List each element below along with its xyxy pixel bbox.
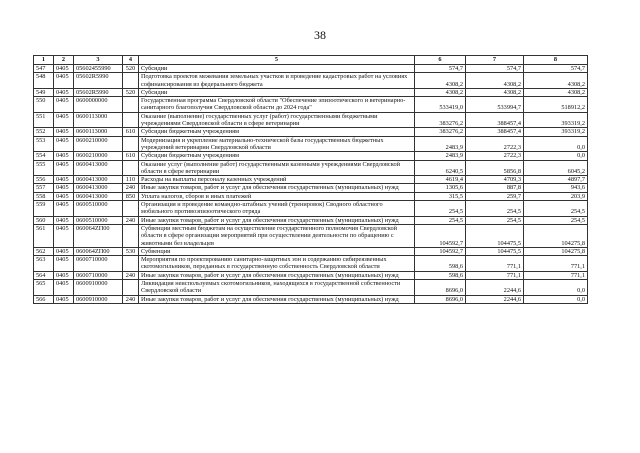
amount-2022-cell: 315,5 <box>415 192 466 200</box>
section-code-cell: 0405 <box>54 152 74 160</box>
table-row <box>34 216 588 224</box>
description-cell: Расходы на выплаты персоналу казенных учреждений <box>139 176 415 184</box>
expense-type-cell <box>123 160 139 176</box>
header-cell: 1 <box>34 56 54 65</box>
description-cell: Мероприятия по проектированию санитарно-защитных зон и содержанию сибиреязвенных скотомогильников, переданных в государственную собственность Свердловской области <box>139 256 415 272</box>
amount-2024-cell: 771,1 <box>524 256 588 272</box>
amount-2023-cell: 2722,3 <box>466 152 524 160</box>
row-number-cell: 554 <box>34 152 54 160</box>
header-cell: 2 <box>54 56 74 65</box>
row-number-cell: 548 <box>34 73 54 89</box>
description-cell: Субсидии <box>139 65 415 73</box>
expense-type-cell: 610 <box>123 152 139 160</box>
expense-type-cell <box>123 256 139 272</box>
table-row <box>34 136 588 152</box>
amount-2022-cell: 2483,9 <box>415 152 466 160</box>
amount-2024-cell: 4897,7 <box>524 176 588 184</box>
description-cell: Государственная программа Свердловской области "Обеспечение эпизоотического и ветеринарно-санитарного благополучия Свердловской области до 2024 года" <box>139 97 415 113</box>
budget-table <box>33 55 588 304</box>
expense-type-cell <box>123 224 139 247</box>
amount-2024-cell: 0,0 <box>524 280 588 296</box>
amount-2024-cell: 6045,2 <box>524 160 588 176</box>
expense-type-cell <box>123 280 139 296</box>
amount-2024-cell: 0,0 <box>524 152 588 160</box>
amount-2023-cell: 4308,2 <box>466 73 524 89</box>
amount-2024-cell: 4308,2 <box>524 73 588 89</box>
amount-2022-cell: 2483,9 <box>415 136 466 152</box>
amount-2022-cell: 8696,0 <box>415 295 466 303</box>
table-row <box>34 201 588 217</box>
expense-type-cell <box>123 136 139 152</box>
section-code-cell: 0405 <box>54 176 74 184</box>
target-article-cell: 0600000000 <box>74 97 123 113</box>
amount-2023-cell: 574,7 <box>466 65 524 73</box>
amount-2024-cell: 771,1 <box>524 271 588 279</box>
row-number-cell: 558 <box>34 192 54 200</box>
description-cell: Иные закупки товаров, работ и услуг для обеспечения государственных (муниципальных) нужд <box>139 184 415 192</box>
description-cell: Модернизация и укрепление материально-технической базы государственных бюджетных учреждений ветеринарии Свердловской области <box>139 136 415 152</box>
table-row <box>34 224 588 247</box>
row-number-cell: 553 <box>34 136 54 152</box>
amount-2024-cell: 393319,2 <box>524 112 588 128</box>
table-body <box>34 65 588 304</box>
amount-2022-cell: 533419,0 <box>415 97 466 113</box>
target-article-cell: 0600710000 <box>74 271 123 279</box>
expense-type-cell: 520 <box>123 65 139 73</box>
target-article-cell: 0600413000 <box>74 192 123 200</box>
amount-2022-cell: 4308,2 <box>415 88 466 96</box>
expense-type-cell <box>123 112 139 128</box>
amount-2023-cell: 533994,7 <box>466 97 524 113</box>
amount-2024-cell: 0,0 <box>524 136 588 152</box>
header-cell: 7 <box>466 56 524 65</box>
amount-2023-cell: 771,1 <box>466 256 524 272</box>
description-cell: Субвенции <box>139 247 415 255</box>
description-cell: Оказание услуг (выполнение работ) государственными казенными учреждениями Свердловской области в сфере ветеринарии <box>139 160 415 176</box>
amount-2023-cell: 4308,2 <box>466 88 524 96</box>
table-row <box>34 112 588 128</box>
header-cell: 4 <box>123 56 139 65</box>
description-cell: Ликвидация неиспользуемых скотомогильников, находящихся в государственной собственности Свердловской области <box>139 280 415 296</box>
amount-2024-cell: 518912,2 <box>524 97 588 113</box>
amount-2024-cell: 203,9 <box>524 192 588 200</box>
header-cell: 8 <box>524 56 588 65</box>
amount-2023-cell: 2244,6 <box>466 295 524 303</box>
header-cell: 3 <box>74 56 123 65</box>
amount-2024-cell: 943,6 <box>524 184 588 192</box>
section-code-cell: 0405 <box>54 280 74 296</box>
target-article-cell: 0600510000 <box>74 216 123 224</box>
section-code-cell: 0405 <box>54 136 74 152</box>
row-number-cell: 561 <box>34 224 54 247</box>
description-cell: Иные закупки товаров, работ и услуг для обеспечения государственных (муниципальных) нужд <box>139 216 415 224</box>
amount-2024-cell: 574,7 <box>524 65 588 73</box>
header-cell: 5 <box>139 56 415 65</box>
amount-2022-cell: 1305,6 <box>415 184 466 192</box>
target-article-cell: 0600413000 <box>74 160 123 176</box>
section-code-cell: 0405 <box>54 128 74 136</box>
target-article-cell: 0600510000 <box>74 201 123 217</box>
amount-2024-cell: 393319,2 <box>524 128 588 136</box>
section-code-cell: 0405 <box>54 88 74 96</box>
amount-2022-cell: 574,7 <box>415 65 466 73</box>
amount-2024-cell: 254,5 <box>524 216 588 224</box>
amount-2022-cell: 4619,4 <box>415 176 466 184</box>
expense-type-cell: 240 <box>123 271 139 279</box>
table-row <box>34 152 588 160</box>
table-row <box>34 192 588 200</box>
expense-type-cell <box>123 97 139 113</box>
table-row <box>34 295 588 303</box>
row-number-cell: 555 <box>34 160 54 176</box>
target-article-cell: 060064ZП00 <box>74 224 123 247</box>
row-number-cell: 547 <box>34 65 54 73</box>
section-code-cell: 0405 <box>54 112 74 128</box>
amount-2023-cell: 254,5 <box>466 216 524 224</box>
amount-2023-cell: 254,5 <box>466 201 524 217</box>
amount-2022-cell: 104592,7 <box>415 247 466 255</box>
amount-2023-cell: 259,7 <box>466 192 524 200</box>
amount-2023-cell: 388457,4 <box>466 112 524 128</box>
expense-type-cell: 850 <box>123 192 139 200</box>
expense-type-cell: 610 <box>123 128 139 136</box>
amount-2023-cell: 4709,3 <box>466 176 524 184</box>
table-header-row <box>34 56 588 65</box>
amount-2023-cell: 2722,3 <box>466 136 524 152</box>
row-number-cell: 556 <box>34 176 54 184</box>
target-article-cell: 0600210000 <box>74 136 123 152</box>
amount-2022-cell: 254,5 <box>415 216 466 224</box>
row-number-cell: 564 <box>34 271 54 279</box>
table-row <box>34 65 588 73</box>
amount-2024-cell: 0,0 <box>524 295 588 303</box>
target-article-cell: 0600113000 <box>74 128 123 136</box>
target-article-cell: 0600210000 <box>74 152 123 160</box>
amount-2022-cell: 4308,2 <box>415 73 466 89</box>
target-article-cell: 0600413000 <box>74 176 123 184</box>
target-article-cell: 0600413000 <box>74 184 123 192</box>
description-cell: Субвенции местным бюджетам на осуществление государственного полномочия Свердловской области в сфере организации мероприятий при осуществлении деятельности по обращению с животными без владельцев <box>139 224 415 247</box>
amount-2024-cell: 4308,2 <box>524 88 588 96</box>
expense-type-cell: 240 <box>123 184 139 192</box>
target-article-cell: 0600910000 <box>74 280 123 296</box>
amount-2022-cell: 254,5 <box>415 201 466 217</box>
table-row <box>34 280 588 296</box>
amount-2024-cell: 254,5 <box>524 201 588 217</box>
row-number-cell: 563 <box>34 256 54 272</box>
expense-type-cell: 240 <box>123 216 139 224</box>
amount-2023-cell: 2244,6 <box>466 280 524 296</box>
amount-2023-cell: 388457,4 <box>466 128 524 136</box>
description-cell: Субсидии <box>139 88 415 96</box>
expense-type-cell: 520 <box>123 88 139 96</box>
amount-2023-cell: 104475,5 <box>466 224 524 247</box>
row-number-cell: 562 <box>34 247 54 255</box>
table-row <box>34 73 588 89</box>
description-cell: Организация и проведение командно-штабных учений (тренировок) Сводного областного мобильного противоэпизоотического отряда <box>139 201 415 217</box>
section-code-cell: 0405 <box>54 73 74 89</box>
section-code-cell: 0405 <box>54 247 74 255</box>
amount-2023-cell: 104475,5 <box>466 247 524 255</box>
description-cell: Субсидии бюджетным учреждениям <box>139 128 415 136</box>
row-number-cell: 559 <box>34 201 54 217</box>
target-article-cell: 05602R5990 <box>74 88 123 96</box>
section-code-cell: 0405 <box>54 192 74 200</box>
amount-2023-cell: 887,8 <box>466 184 524 192</box>
header-cell: 6 <box>415 56 466 65</box>
amount-2023-cell: 771,1 <box>466 271 524 279</box>
amount-2023-cell: 5856,8 <box>466 160 524 176</box>
amount-2024-cell: 104275,8 <box>524 247 588 255</box>
target-article-cell: 05602455990 <box>74 65 123 73</box>
section-code-cell: 0405 <box>54 216 74 224</box>
expense-type-cell <box>123 201 139 217</box>
amount-2022-cell: 383276,2 <box>415 112 466 128</box>
section-code-cell: 0405 <box>54 201 74 217</box>
table-row <box>34 247 588 255</box>
row-number-cell: 550 <box>34 97 54 113</box>
section-code-cell: 0405 <box>54 97 74 113</box>
row-number-cell: 560 <box>34 216 54 224</box>
description-cell: Уплата налогов, сборов и иных платежей <box>139 192 415 200</box>
row-number-cell: 549 <box>34 88 54 96</box>
table-row <box>34 184 588 192</box>
section-code-cell: 0405 <box>54 271 74 279</box>
table-row <box>34 88 588 96</box>
target-article-cell: 0600910000 <box>74 295 123 303</box>
expense-type-cell: 110 <box>123 176 139 184</box>
table-row <box>34 160 588 176</box>
table-row <box>34 128 588 136</box>
page-number: 38 <box>314 28 326 42</box>
description-cell: Оказание (выполнение) государственных услуг (работ) государственными бюджетными учреждениями Свердловской области в сфере ветеринарии <box>139 112 415 128</box>
description-cell: Подготовка проектов межевания земельных участков и проведение кадастровых работ на условиях софинансирования из федерального бюджета <box>139 73 415 89</box>
description-cell: Субсидии бюджетным учреждениям <box>139 152 415 160</box>
table-row <box>34 97 588 113</box>
table-row <box>34 176 588 184</box>
row-number-cell: 551 <box>34 112 54 128</box>
row-number-cell: 552 <box>34 128 54 136</box>
amount-2022-cell: 598,6 <box>415 271 466 279</box>
row-number-cell: 565 <box>34 280 54 296</box>
table-row <box>34 271 588 279</box>
target-article-cell: 060064ZП00 <box>74 247 123 255</box>
expense-type-cell: 240 <box>123 295 139 303</box>
section-code-cell: 0405 <box>54 224 74 247</box>
expense-type-cell <box>123 73 139 89</box>
amount-2022-cell: 598,6 <box>415 256 466 272</box>
target-article-cell: 05602R5990 <box>74 73 123 89</box>
row-number-cell: 566 <box>34 295 54 303</box>
section-code-cell: 0405 <box>54 295 74 303</box>
description-cell: Иные закупки товаров, работ и услуг для обеспечения государственных (муниципальных) нужд <box>139 271 415 279</box>
section-code-cell: 0405 <box>54 160 74 176</box>
amount-2022-cell: 8696,0 <box>415 280 466 296</box>
row-number-cell: 557 <box>34 184 54 192</box>
description-cell: Иные закупки товаров, работ и услуг для обеспечения государственных (муниципальных) нужд <box>139 295 415 303</box>
amount-2022-cell: 104592,7 <box>415 224 466 247</box>
target-article-cell: 0600710000 <box>74 256 123 272</box>
expense-type-cell: 530 <box>123 247 139 255</box>
amount-2024-cell: 104275,8 <box>524 224 588 247</box>
table-row <box>34 256 588 272</box>
target-article-cell: 0600113000 <box>74 112 123 128</box>
amount-2022-cell: 383276,2 <box>415 128 466 136</box>
section-code-cell: 0405 <box>54 184 74 192</box>
section-code-cell: 0405 <box>54 65 74 73</box>
amount-2022-cell: 6240,5 <box>415 160 466 176</box>
section-code-cell: 0405 <box>54 256 74 272</box>
